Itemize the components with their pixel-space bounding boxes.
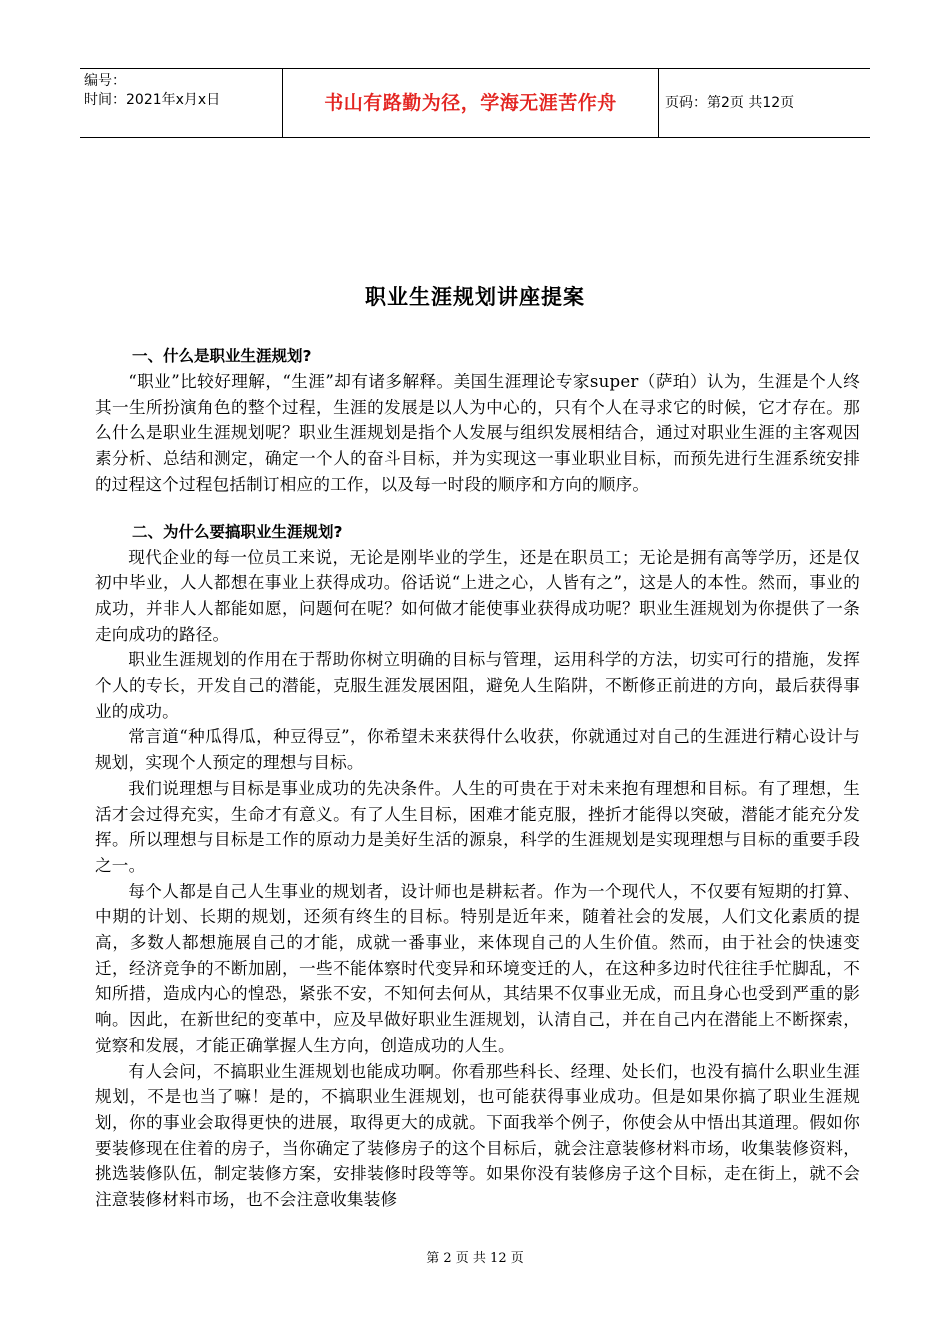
paragraph: 我们说理想与目标是事业成功的先决条件。人生的可贵在于对未来抱有理想和目标。有了理想，生活才会过得充实，生命才有意义。有了人生目标，困难才能克服，挫折才能得以突破，潜能才能充分发挥。所以理想与目标是工作的原动力是美好生活的源泉，科学的生涯规划是实现理想与目标的重要手段之一。	[95, 778, 860, 875]
paragraph: “职业”比较好理解，“生涯”却有诸多解释。美国生涯理论专家super（萨珀）认为，生涯是个人终其一生所扮演角色的整个过程，生涯的发展是以人为中心的，只有个人在寻求它的时候，它才存在。那么什么是职业生涯规划呢？职业生涯规划是指个人发展与组织发展相结合，通过对职业生涯的主客观因素分析、总结和测定，确定一个人的奋斗目标，并为实现这一事业职业目标，而预先进行生涯系统安排的过程这个过程包括制订相应的工作，以及每一时段的顺序和方向的顺序。	[95, 372, 860, 494]
document-body	[95, 343, 860, 1213]
header-motto-cell	[282, 69, 659, 137]
header-number-label: 编号：	[84, 73, 126, 89]
paragraph: 现代企业的每一位员工来说，无论是刚毕业的学生，还是在职员工；无论是拥有高等学历，还是仅初中毕业，人人都想在事业上获得成功。俗话说“上进之心，人皆有之”，这是人的本性。然而，事业的成功，并非人人都能如愿，问题何在呢？如何做才能使事业获得成功呢？职业生涯规划为你提供了一条走向成功的路径。	[95, 547, 860, 644]
header-motto: 书山有路勤为径，学海无涯苦作舟	[324, 91, 617, 114]
paragraph: 有人会问，不搞职业生涯规划也能成功啊。你看那些科长、经理、处长们，也没有搞什么职业生涯规划，不是也当了嘛！是的，不搞职业生涯规划，也可能获得事业成功。但是如果你搞了职业生涯规划，你的事业会取得更快的进展，取得更大的成就。下面我举个例子，你使会从中悟出其道理。假如你要装修现在住着的房子，当你确定了装修房子的这个目标后，就会注意装修材料市场，收集装修资料，挑选装修队伍，制定装修方案，安排装修时段等等。如果你没有装修房子这个目标，走在街上，就不会注意装修材料市场，也不会注意收集装修	[95, 1061, 860, 1210]
section-heading-1: 一、什么是职业生涯规划?	[132, 347, 312, 365]
page-footer: 第 2 页 共 12 页	[426, 1251, 524, 1266]
header-time-label: 时间：2021年x月x日	[84, 92, 221, 108]
header-meta-cell	[80, 69, 282, 137]
paragraph: 每个人都是自己人生事业的规划者，设计师也是耕耘者。作为一个现代人，不仅要有短期的打算、中期的计划、长期的规划，还须有终生的目标。特别是近年来，随着社会的发展，人们文化素质的提高，多数人都想施展自己的才能，成就一番事业，来体现自己的人生价值。然而，由于社会的快速变迁，经济竞争的不断加剧，一些不能体察时代变异和环境变迁的人，在这种多边时代往往手忙脚乱，不知所措，造成内心的惶恐，紧张不安，不知何去何从，其结果不仅事业无成，而且身心也受到严重的影响。因此，在新世纪的变革中，应及早做好职业生涯规划，认清自己，并在自己内在潜能上不断探索，觉察和发展，才能正确掌握人生方向，创造成功的人生。	[95, 881, 860, 1055]
section-heading-2: 二、为什么要搞职业生涯规划?	[132, 522, 343, 541]
section-gap	[95, 498, 860, 519]
document-title: 职业生涯规划讲座提案	[365, 285, 585, 309]
document-header	[80, 68, 870, 138]
paragraph: 常言道“种瓜得瓜，种豆得豆”，你希望未来获得什么收获，你就通过对自己的生涯进行精心设计与规划，实现个人预定的理想与目标。	[95, 727, 860, 773]
paragraph: 职业生涯规划的作用在于帮助你树立明确的目标与管理，运用科学的方法，切实可行的措施，发挥个人的专长，开发自己的潜能，克服生涯发展困阻，避免人生陷阱，不断修正前进的方向，最后获得事业的成功。	[95, 650, 860, 721]
header-page-cell	[659, 69, 870, 137]
header-page-label: 页码：第2页 共12页	[665, 94, 795, 111]
